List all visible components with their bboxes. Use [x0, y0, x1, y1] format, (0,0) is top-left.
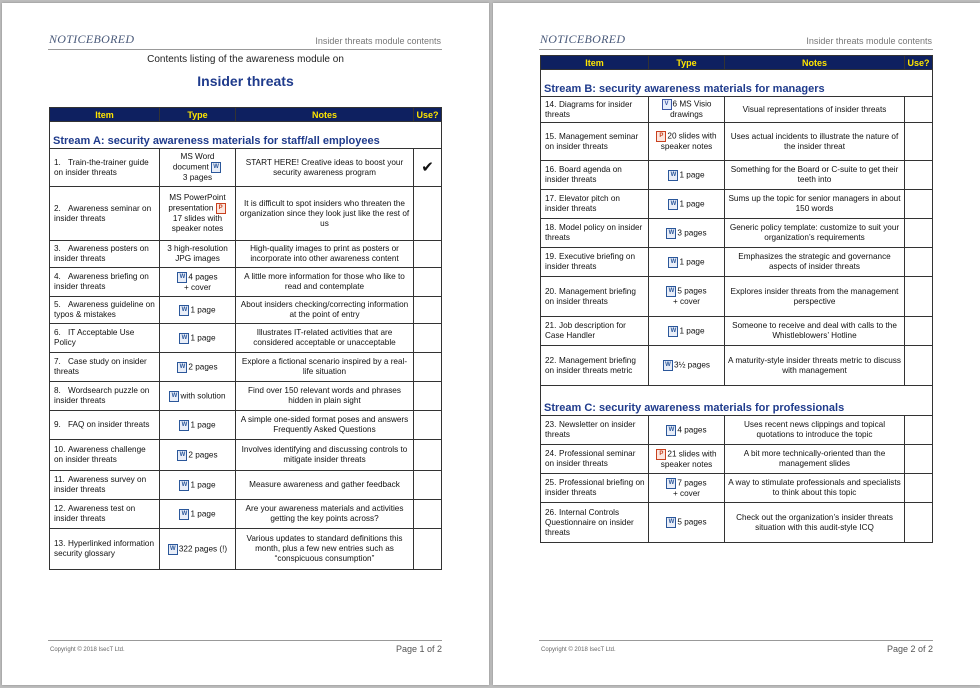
row-notes: Measure awareness and gather feedback [236, 471, 414, 500]
row-type: 7 pages [677, 478, 707, 488]
table-header-row [50, 108, 442, 122]
row-item: Awareness posters on insider threats [54, 244, 149, 263]
row-notes: Emphasizes the strategic and governance aspects of insider threats [725, 248, 905, 277]
page-footer [539, 640, 933, 654]
column-header-use: Use? [414, 108, 442, 122]
table-row [541, 248, 933, 277]
row-notes: Explore a fictional scenario inspired by a real-life situation [236, 353, 414, 382]
column-header-item: Item [50, 108, 160, 122]
row-type: 3½ pages [674, 360, 710, 370]
row-notes: Illustrates IT-related activities that are considered acceptable or unacceptable [236, 324, 414, 353]
row-notes: Visual representations of insider threats [725, 97, 905, 123]
row-item: Management briefing on insider threats [545, 286, 636, 306]
row-number: 14. [545, 99, 557, 109]
column-header-use: Use? [905, 56, 933, 70]
row-item: Newsletter on insider threats [545, 420, 636, 439]
use-cell[interactable] [414, 411, 442, 440]
row-number: 12. [54, 504, 66, 513]
row-type: 6 MS Visio drawings [670, 99, 712, 119]
row-type: 5 pages [677, 286, 707, 296]
row-notes: Involves identifying and discussing controls to mitigate insider threats [236, 440, 414, 471]
word-doc-icon: W [179, 333, 189, 344]
row-type-detail: 3 pages [182, 173, 213, 182]
row-notes: A way to stimulate professionals and specialists to think about this topic [725, 474, 905, 503]
row-item: Management briefing on insider threats metric [545, 355, 636, 375]
row-number: 7. [54, 357, 61, 366]
stream-c-heading: Stream C: security awareness materials for professionals [541, 386, 933, 416]
word-doc-icon: W [179, 480, 189, 491]
page-number: Page 1 of 2 [395, 644, 442, 654]
row-item: Wordsearch puzzle on insider threats [54, 386, 150, 405]
row-notes: High-quality images to print as posters or incorporate into other awareness content [236, 241, 414, 268]
row-number: 24. [545, 449, 557, 458]
use-cell[interactable] [414, 353, 442, 382]
table-row [50, 382, 442, 411]
use-cell[interactable] [905, 474, 933, 503]
table-row [50, 529, 442, 570]
row-item: Awareness guideline on typos & mistakes [54, 300, 155, 319]
copyright: Copyright © 2018 IsecT Ltd. [541, 647, 616, 653]
word-doc-icon: W [666, 286, 676, 297]
row-notes: Sums up the topic for senior managers in about 150 words [725, 190, 905, 219]
row-type: MS Word document [172, 152, 215, 172]
row-number: 11. [54, 475, 65, 484]
use-cell[interactable] [905, 445, 933, 474]
column-header-item: Item [541, 56, 649, 70]
use-cell[interactable] [414, 440, 442, 471]
row-number: 20. [545, 286, 557, 296]
use-cell[interactable] [905, 416, 933, 445]
powerpoint-icon: P [216, 203, 226, 214]
table-row [541, 445, 933, 474]
table-header-row [541, 56, 933, 70]
column-header-notes: Notes [725, 56, 905, 70]
word-doc-icon: W [179, 305, 189, 316]
word-doc-icon: W [168, 544, 178, 555]
row-number: 15. [545, 131, 557, 141]
row-item: Awareness test on insider threats [54, 504, 136, 523]
page-header [539, 33, 933, 50]
row-number: 5. [54, 300, 61, 309]
use-cell[interactable] [414, 382, 442, 411]
row-number: 2. [54, 203, 61, 213]
row-type-detail: + cover [183, 282, 212, 292]
row-number: 22. [545, 355, 557, 365]
table-row [50, 440, 442, 471]
row-type: 20 slides with speaker notes [660, 131, 717, 151]
row-type: 21 slides with speaker notes [660, 449, 717, 469]
row-number: 3. [54, 244, 61, 253]
row-type-detail: 17 slides with speaker notes [171, 214, 224, 233]
row-number: 26. [545, 507, 557, 517]
word-doc-icon: W [666, 517, 676, 528]
row-notes: Someone to receive and deal with calls to the Whistleblowers’ Hotline [725, 317, 905, 346]
use-cell[interactable] [414, 529, 442, 570]
table-row [541, 161, 933, 190]
row-notes: A little more information for those who like to read and contemplate [236, 268, 414, 297]
row-notes: Explores insider threats from the management perspective [725, 277, 905, 317]
word-doc-icon: W [666, 228, 676, 239]
row-item: Professional briefing on insider threats [545, 478, 645, 497]
use-cell[interactable] [905, 317, 933, 346]
page-footer [48, 640, 442, 654]
row-item: Train-the-trainer guide on insider threats [54, 157, 149, 177]
row-notes: Check out the organization’s insider threats situation with this audit-style ICQ [725, 503, 905, 543]
word-doc-icon: W [177, 272, 187, 283]
table-row [50, 149, 442, 187]
row-type-detail: + cover [672, 297, 701, 306]
stream-b-heading: Stream B: security awareness materials for managers [541, 70, 933, 97]
row-number: 4. [54, 272, 61, 281]
row-item: Hyperlinked information security glossary [54, 539, 155, 558]
table-row [541, 97, 933, 123]
use-cell[interactable] [905, 190, 933, 219]
use-cell[interactable] [414, 187, 442, 241]
word-doc-icon: W [668, 199, 678, 210]
row-type-detail: + cover [672, 488, 701, 498]
row-item: Management seminar on insider threats [545, 131, 639, 151]
word-doc-icon: W [177, 362, 187, 373]
contents-table-page-2 [540, 55, 933, 543]
row-type: 2 pages [188, 450, 218, 460]
visio-icon: V [662, 99, 672, 110]
row-item: Executive briefing on insider threats [545, 252, 636, 271]
row-type: with solution [180, 391, 226, 401]
row-number: 18. [545, 223, 557, 232]
table-row [541, 277, 933, 317]
header-title: Insider threats module contents [806, 36, 932, 46]
table-row [50, 187, 442, 241]
document-page-2 [493, 3, 980, 685]
row-number: 6. [54, 328, 61, 337]
table-row [50, 324, 442, 353]
table-row [50, 353, 442, 382]
row-type: 4 pages [188, 272, 218, 282]
use-cell[interactable] [905, 346, 933, 386]
row-notes: A simple one-sided format poses and answers Frequently Asked Questions [236, 411, 414, 440]
table-row [50, 297, 442, 324]
page-header [48, 33, 442, 50]
table-row [50, 411, 442, 440]
powerpoint-icon: P [656, 131, 666, 142]
row-type: 3 pages [677, 228, 707, 238]
row-notes: Uses actual incidents to illustrate the nature of the insider threat [725, 123, 905, 161]
row-item: Diagrams for insider threats [545, 99, 633, 119]
noticebored-logo: NOTICEBORED [540, 32, 626, 46]
use-cell[interactable] [414, 297, 442, 324]
column-header-type: Type [160, 108, 236, 122]
document-page-1 [2, 3, 489, 685]
use-cell[interactable] [414, 324, 442, 353]
table-row [541, 219, 933, 248]
word-doc-icon: W [668, 326, 678, 337]
table-row [541, 317, 933, 346]
use-cell[interactable] [414, 471, 442, 500]
row-type: 322 pages (!) [178, 544, 228, 554]
table-row [541, 503, 933, 543]
use-cell[interactable] [905, 219, 933, 248]
row-item: Board agenda on insider threats [545, 165, 622, 184]
word-doc-icon: W [179, 420, 189, 431]
row-item: Job description for Case Handler [545, 321, 626, 340]
row-type: 1 page [679, 170, 705, 180]
row-number: 17. [545, 194, 557, 203]
use-cell[interactable] [414, 268, 442, 297]
page-number: Page 2 of 2 [886, 644, 933, 654]
header-title: Insider threats module contents [315, 36, 441, 46]
table-row [541, 474, 933, 503]
table-row [541, 416, 933, 445]
row-item: Awareness briefing on insider threats [54, 272, 149, 291]
row-notes: Are your awareness materials and activities getting the key points across? [236, 500, 414, 529]
row-item: IT Acceptable Use Policy [54, 328, 135, 347]
copyright: Copyright © 2018 IsecT Ltd. [50, 647, 125, 653]
use-cell[interactable] [905, 161, 933, 190]
table-row [541, 190, 933, 219]
row-notes: Generic policy template: customize to suit your organization’s requirements [725, 219, 905, 248]
row-type: 2 pages [188, 362, 218, 372]
table-row [50, 500, 442, 529]
row-type: 1 page [190, 420, 216, 430]
row-notes: A maturity-style insider threats metric to discuss with management [725, 346, 905, 386]
row-type: 1 page [190, 509, 216, 519]
row-number: 16. [545, 165, 557, 174]
row-notes: Something for the Board or C-suite to get their teeth into [725, 161, 905, 190]
row-type: 1 page [679, 326, 705, 336]
row-item: Professional seminar on insider threats [545, 449, 636, 468]
row-type: 3 high-resolution JPG images [160, 241, 236, 268]
word-doc-icon: W [666, 478, 676, 489]
row-notes: Find over 150 relevant words and phrases hidden in plain sight [236, 382, 414, 411]
row-number: 13. [54, 539, 66, 548]
use-cell[interactable] [414, 500, 442, 529]
word-doc-icon: W [666, 425, 676, 436]
row-type: 5 pages [677, 517, 707, 527]
row-number: 25. [545, 478, 557, 487]
contents-table-page-1 [49, 107, 442, 570]
table-row [541, 346, 933, 386]
row-notes: START HERE! Creative ideas to boost your security awareness program [236, 149, 414, 187]
table-row [50, 241, 442, 268]
row-item: Internal Controls Questionnaire on insider threats [545, 507, 634, 537]
powerpoint-icon: P [656, 449, 666, 460]
row-notes: It is difficult to spot insiders who threaten the organization since they look just like the rest of us [236, 187, 414, 241]
use-cell[interactable] [905, 97, 933, 123]
use-cell[interactable] [905, 123, 933, 161]
row-number: 9. [54, 420, 61, 429]
word-doc-icon: W [668, 170, 678, 181]
row-notes: Uses recent news clippings and topical quotations to introduce the topic [725, 416, 905, 445]
row-type: 1 page [190, 480, 216, 490]
row-number: 19. [545, 252, 557, 261]
row-notes: About insiders checking/correcting information at the point of entry [236, 297, 414, 324]
column-header-notes: Notes [236, 108, 414, 122]
row-item: Case study on insider threats [54, 357, 147, 376]
word-doc-icon: W [663, 360, 673, 371]
document-title: Insider threats [197, 73, 294, 89]
row-item: Awareness challenge on insider threats [54, 445, 146, 464]
noticebored-logo: NOTICEBORED [49, 32, 135, 46]
row-item: Elevator pitch on insider threats [545, 194, 620, 213]
row-item: Model policy on insider threats [545, 223, 643, 242]
row-item: Awareness seminar on insider threats [54, 203, 152, 223]
row-number: 8. [54, 386, 61, 395]
row-type: 1 page [190, 305, 216, 315]
stream-a-heading: Stream A: security awareness materials for staff/all employees [50, 122, 442, 149]
row-number: 23. [545, 420, 557, 429]
use-cell[interactable] [905, 248, 933, 277]
column-header-type: Type [649, 56, 725, 70]
use-cell[interactable] [905, 277, 933, 317]
word-doc-icon: W [169, 391, 179, 402]
table-row [541, 123, 933, 161]
word-doc-icon: W [177, 450, 187, 461]
row-number: 1. [54, 157, 61, 167]
row-type: 1 page [679, 199, 705, 209]
row-item: FAQ on insider threats [68, 420, 150, 429]
table-row [50, 268, 442, 297]
document-subtitle: Contents listing of the awareness module on [147, 54, 344, 65]
row-type: 1 page [679, 257, 705, 267]
row-type: 1 page [190, 333, 216, 343]
table-row [50, 471, 442, 500]
row-type: 4 pages [677, 425, 707, 435]
use-cell[interactable] [905, 503, 933, 543]
word-doc-icon: W [668, 257, 678, 268]
row-number: 10. [54, 445, 66, 454]
row-notes: A bit more technically-oriented than the management slides [725, 445, 905, 474]
word-doc-icon: W [211, 162, 221, 173]
word-doc-icon: W [179, 509, 189, 520]
use-cell[interactable] [414, 241, 442, 268]
row-item: Awareness survey on insider threats [54, 475, 147, 494]
row-number: 21. [545, 321, 557, 330]
use-checkmark: ✔ [414, 149, 442, 187]
row-type: MS PowerPoint presentation [168, 193, 226, 213]
row-notes: Various updates to standard definitions this month, plus a few new entries such as “conspicuous consumption” [236, 529, 414, 570]
